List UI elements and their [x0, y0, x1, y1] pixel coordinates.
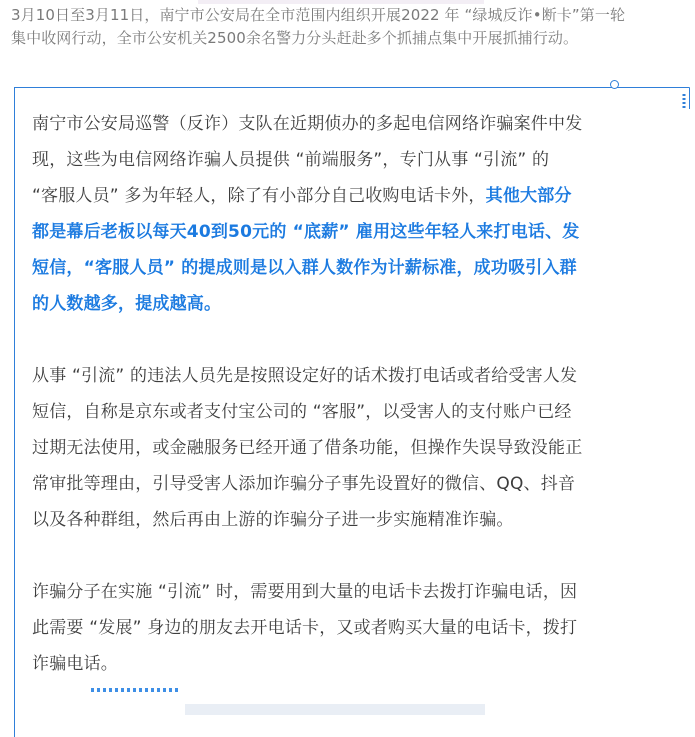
intro-line: 3月10日至3月11日，南宁市公安局在全市范围内组织开展2022 年 “绿城反诈•断卡”第一轮 [11, 6, 626, 24]
text-line: 诈骗电话。 [32, 654, 118, 674]
text-line: 以及各种群组，然后再由上游的诈骗分子进一步实施精准诈骗。 [32, 510, 514, 530]
highlighted-text: 其他大部分 [485, 186, 572, 206]
paragraph-1 [32, 106, 682, 322]
highlighted-text: 都是幕后老板以每天40到50元的 “底薪” 雇用这些年轻人来打电话、发 [32, 222, 580, 242]
intro-line: 集中收网行动，全市公安机关2500余名警力分头赶赴多个抓捕点集中开展抓捕行动。 [11, 29, 579, 47]
text-line: “客服人员” 多为年轻人，除了有小部分自己收购电话卡外， [32, 186, 486, 206]
article-body [32, 106, 682, 682]
text-line: 常审批等理由，引导受害人添加诈骗分子事先设置好的微信、QQ、抖音 [32, 474, 576, 494]
highlighted-text: 的人数越多，提成越高。 [32, 294, 222, 314]
text-line: 短信，自称是京东或者支付宝公司的 “客服”，以受害人的支付账户已经 [32, 402, 572, 422]
text-line: 此需要 “发展” 身边的朋友去开电话卡，又或者购买大量的电话卡，拨打 [32, 618, 578, 638]
bottom-decoration [185, 704, 485, 715]
highlighted-text: 短信，“客服人员” 的提成则是以入群人数作为计薪标准，成功吸引入群 [32, 258, 577, 278]
text-line: 现，这些为电信网络诈骗人员提供 “前端服务”，专门从事 “引流” 的 [32, 150, 550, 170]
text-line: 诈骗分子在实施 “引流” 时，需要用到大量的电话卡去拨打诈骗电话，因 [32, 582, 578, 602]
dashed-divider [91, 688, 181, 692]
text-line: 从事 “引流” 的违法人员先是按照设定好的话术拨打电话或者给受害人发 [32, 366, 578, 386]
frame-dot-ornament [610, 80, 619, 89]
intro-caption [11, 4, 691, 50]
text-line: 南宁市公安局巡警（反诈）支队在近期侦办的多起电信网络诈骗案件中发 [32, 114, 583, 134]
paragraph-2 [32, 358, 682, 538]
text-line: 过期无法使用，或金融服务已经开通了借条功能，但操作失误导致没能正 [32, 438, 583, 458]
paragraph-3 [32, 574, 682, 682]
